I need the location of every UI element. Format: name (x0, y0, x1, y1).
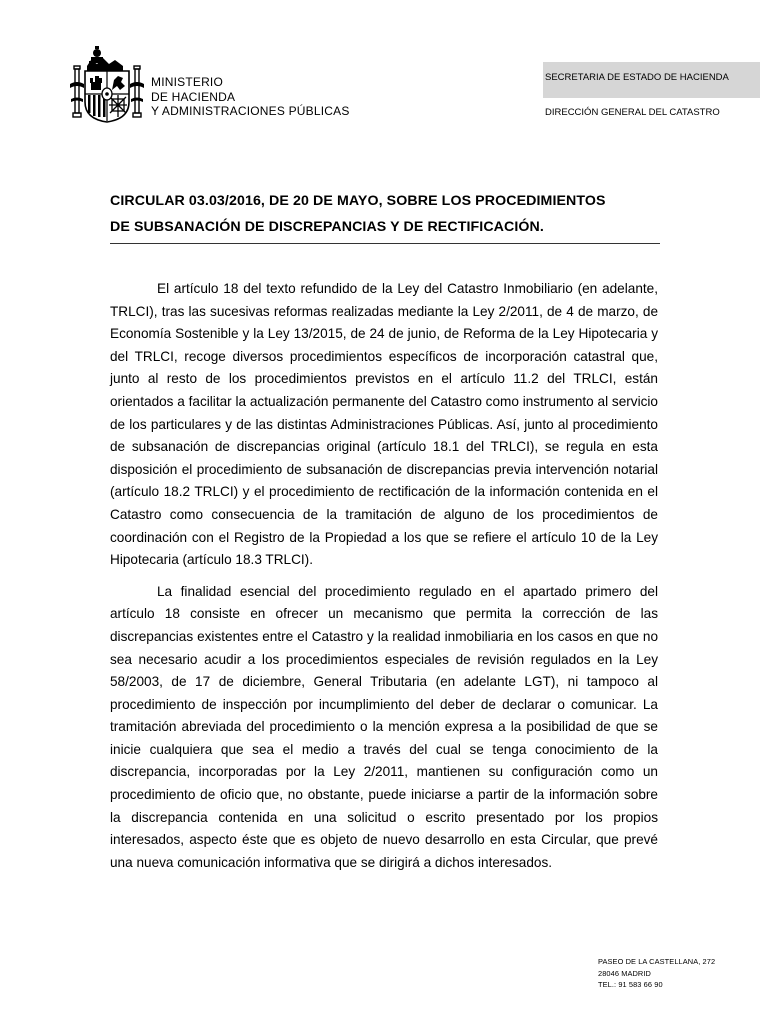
ministry-line-1: MINISTERIO (151, 75, 224, 89)
footer-phone: TEL.: 91 583 66 90 (598, 980, 663, 989)
title-line-2: DE SUBSANACIÓN DE DISCREPANCIAS Y DE RECTIFICACIÓN. (110, 219, 544, 235)
ministry-line-2: DE HACIENDA (151, 89, 236, 104)
body-paragraph-2: La finalidad esencial del procedimiento regulado en el apartado primero del artículo 18 consiste en ofrecer un mecanismo que permita la corrección de las discrepancias existentes entre el Catastro y la realidad inmobiliaria en los casos en que no sea necesario acudir a los procedimientos especiales de revisión regulados en la Ley 58/2003, de 17 de diciembre, General Tributaria (en adelante LGT), ni tampoco al procedimiento de inspección por incumplimiento del deber de declarar o comunicar. La tramitación abreviada del procedimiento o la mención expresa a la posibilidad de que se inicie cualquiera que sea el medio a través del cual se tenga conocimiento de la discrepancia, incorporadas por la Ley 2/2011, mantienen su configuración como un procedimiento de oficio que, no obstante, puede iniciarse a partir de la información sobre la discrepancia contenida en una solicitud o escrito presentado por los propios interesados, aspecto éste que es objeto de nuevo desarrollo en esta Circular, que prevé una nueva comunicación informativa que se dirigirá a dichos interesados. (110, 583, 658, 870)
secretariat-label: SECRETARIA DE ESTADO DE HACIENDA (545, 72, 729, 83)
title-divider (110, 243, 660, 244)
title-line-1: CIRCULAR 03.03/2016, DE 20 DE MAYO, SOBRE LOS PROCEDIMIENTOS (110, 193, 606, 209)
body-paragraph-1: El artículo 18 del texto refundido de la Ley del Catastro Inmobiliario (en adelante, TRLCI), tras las sucesivas reformas realizadas mediante la Ley 2/2011, de 4 de marzo, de Economía Sostenible y la Ley 13/2015, de 24 de junio, de Reforma de la Ley Hipotecaria y del TRLCI, recoge diversos procedimientos específicos de incorporación catastral que, junto al resto de los procedimientos previstos en el artículo 11.2 del TRLCI, están orientados a facilitar la actualización permanente del Catastro como instrumento al servicio de los particulares y de las distintas Administraciones Públicas. Así, junto al procedimiento de subsanación de discrepancias original (artículo 18.1 del TRLCI), se regula en esta disposición el procedimiento de subsanación de discrepancias previa intervención notarial (artículo 18.2 TRLCI) y el procedimiento de rectificación de la información contenida en el Catastro como consecuencia de la tramitación de alguno de los procedimientos de coordinación con el Registro de la Propiedad a los que se refiere el artículo 10 de la Ley Hipotecaria (artículo 18.3 TRLCI). (110, 281, 658, 568)
document-body (110, 278, 658, 883)
ministry-line-3: Y ADMINISTRACIONES PÚBLICAS (151, 104, 350, 118)
spanish-coat-of-arms-icon (70, 44, 144, 124)
document-title (110, 188, 660, 240)
secretariat-label-box (543, 62, 760, 98)
footer-city: 28046 MADRID (598, 968, 651, 978)
ministry-name (151, 75, 350, 119)
footer-address (598, 956, 715, 991)
footer-street: PASEO DE LA CASTELLANA, 272 (598, 957, 716, 966)
directorate-label: DIRECCIÓN GENERAL DEL CATASTRO (545, 107, 720, 118)
